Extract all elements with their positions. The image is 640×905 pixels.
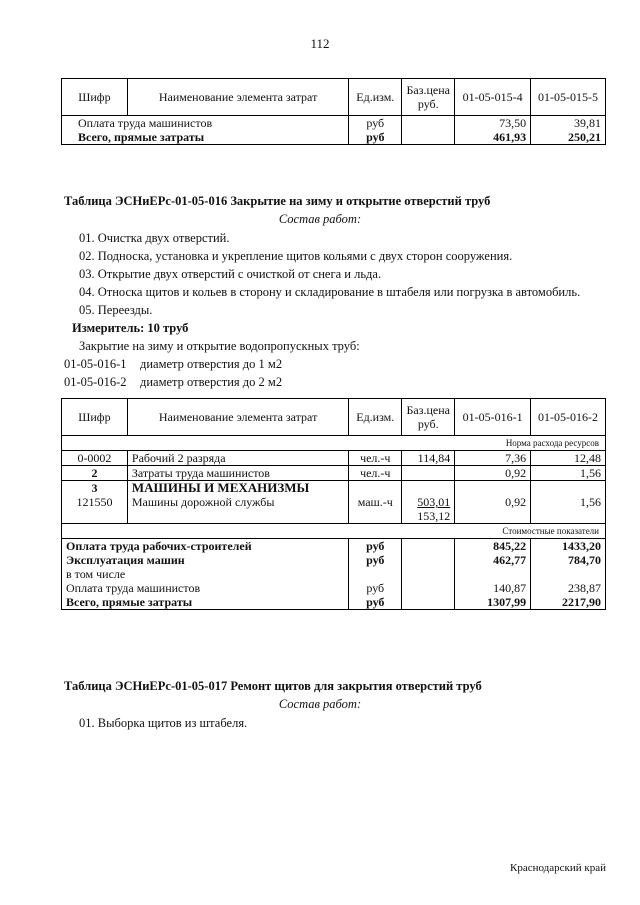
header-col2: 01-05-016-2: [531, 399, 606, 436]
work-item: 01. Очистка двух отверстий.: [79, 231, 230, 245]
row-v1: 7,36: [455, 451, 531, 466]
item-text: диаметр отверстия до 1 м2: [140, 357, 283, 371]
section-3-subtitle: Состав работ:: [278, 697, 362, 711]
cost-v1: 845,22: [455, 539, 531, 554]
row-v1: 73,50: [455, 116, 531, 131]
row-price: [402, 466, 455, 481]
header-name: Наименование элемента затрат: [127, 399, 348, 436]
meter: Измеритель: 10 труб: [72, 321, 189, 335]
header-col1: 01-05-016-1: [455, 399, 531, 436]
row-v2: 1,56: [531, 481, 606, 524]
row-unit: чел.-ч: [349, 451, 402, 466]
footer-region: Краснодарский край: [509, 862, 606, 874]
section-2-subtitle: Состав работ:: [278, 212, 362, 226]
cost-label: Стоимостные показатели: [62, 524, 606, 539]
item-code: 01-05-016-1: [64, 357, 127, 371]
cost-v2: 238,87: [531, 581, 606, 595]
table-row: [62, 539, 606, 554]
cost-v2: 784,70: [531, 553, 606, 567]
row-name: Затраты труда машинистов: [127, 466, 348, 481]
cost-unit: руб: [349, 595, 402, 610]
row-v1: 0,92: [455, 481, 531, 524]
row-unit: маш.-ч: [349, 481, 402, 524]
row-unit: руб: [349, 130, 402, 145]
table-row: [62, 581, 606, 595]
section-3-title: Таблица ЭСНиЕРс-01-05-017 Ремонт щитов для закрытия отверстий труб: [64, 679, 482, 693]
header-unit: Ед.изм.: [349, 79, 402, 116]
row-name: Рабочий 2 разряда: [127, 451, 348, 466]
header-code: Шифр: [62, 399, 128, 436]
row-v2: 250,21: [531, 130, 606, 145]
page-number: 112: [310, 36, 330, 51]
table-row: [62, 451, 606, 466]
row-code: [62, 481, 128, 524]
cost-v1: 462,77: [455, 553, 531, 567]
row-v2: 39,81: [531, 116, 606, 131]
row-v1: 461,93: [455, 130, 531, 145]
header-unit: Ед.изм.: [349, 399, 402, 436]
machine-code: 121550: [76, 495, 113, 509]
row-code: 2: [62, 466, 128, 481]
table-row: [62, 567, 606, 581]
header-price: Баз.цена руб.: [402, 399, 455, 436]
group-name: МАШИНЫ И МЕХАНИЗМЫ: [131, 480, 310, 495]
row-name: [127, 481, 348, 524]
work-item: 01. Выборка щитов из штабеля.: [79, 716, 248, 730]
machine-price-2: 153,12: [417, 509, 451, 523]
table-row: [62, 116, 606, 131]
table-row: [62, 130, 606, 145]
work-item: 05. Переезды.: [79, 303, 153, 317]
row-unit: руб: [349, 116, 402, 131]
table-row: [62, 595, 606, 610]
machine-price: 503,01: [417, 495, 451, 509]
cost-v1: [455, 567, 531, 581]
header-code: Шифр: [62, 79, 128, 116]
header-col1: 01-05-015-4: [455, 79, 531, 116]
row-price: [402, 130, 455, 145]
row-price: 114,84: [402, 451, 455, 466]
row-price: [402, 116, 455, 131]
machine-name: Машины дорожной службы: [131, 495, 275, 509]
row-name: Оплата труда машинистов: [62, 116, 349, 131]
group-code: 3: [91, 481, 98, 495]
section-2-title: Таблица ЭСНиЕРс-01-05-016 Закрытие на зиму и открытие отверстий труб: [64, 194, 491, 208]
row-v2: 12,48: [531, 451, 606, 466]
cost-name: в том числе: [62, 567, 349, 581]
cost-name: Эксплуатация машин: [62, 553, 349, 567]
cost-v2: [531, 567, 606, 581]
row-unit: чел.-ч: [349, 466, 402, 481]
cost-v1: 140,87: [455, 581, 531, 595]
row-v2: 1,56: [531, 466, 606, 481]
cost-unit: руб: [349, 539, 402, 554]
row-code: 0-0002: [62, 451, 128, 466]
work-item: 02. Подноска, установка и укрепление щитов кольями с двух сторон сооружения.: [79, 249, 513, 263]
cost-name: Оплата труда рабочих-строителей: [62, 539, 349, 554]
header-price: Баз.цена руб.: [402, 79, 455, 116]
work-item: 04. Относка щитов и кольев в сторону и складирование в штабеля или погрузка в автомобиль.: [79, 285, 581, 299]
cost-v1: 1307,99: [455, 595, 531, 610]
table-1: [61, 78, 606, 145]
cost-unit: руб: [349, 581, 402, 595]
row-name: Всего, прямые затраты: [62, 130, 349, 145]
description: Закрытие на зиму и открытие водопропускных труб:: [79, 339, 360, 353]
table-row: [62, 481, 606, 524]
table-row: [62, 466, 606, 481]
row-price: [402, 481, 455, 524]
table-row: [62, 553, 606, 567]
cost-unit: руб: [349, 553, 402, 567]
cost-v2: 1433,20: [531, 539, 606, 554]
item-text: диаметр отверстия до 2 м2: [140, 375, 283, 389]
item-code: 01-05-016-2: [64, 375, 127, 389]
row-v1: 0,92: [455, 466, 531, 481]
header-name: Наименование элемента затрат: [127, 79, 348, 116]
norm-label: Норма расхода ресурсов: [62, 436, 606, 451]
table-2: [61, 398, 606, 610]
cost-unit: [349, 567, 402, 581]
header-col2: 01-05-015-5: [531, 79, 606, 116]
work-item: 03. Открытие двух отверстий с очисткой от снега и льда.: [79, 267, 382, 281]
cost-name: Всего, прямые затраты: [62, 595, 349, 610]
cost-name: Оплата труда машинистов: [62, 581, 349, 595]
cost-v2: 2217,90: [531, 595, 606, 610]
